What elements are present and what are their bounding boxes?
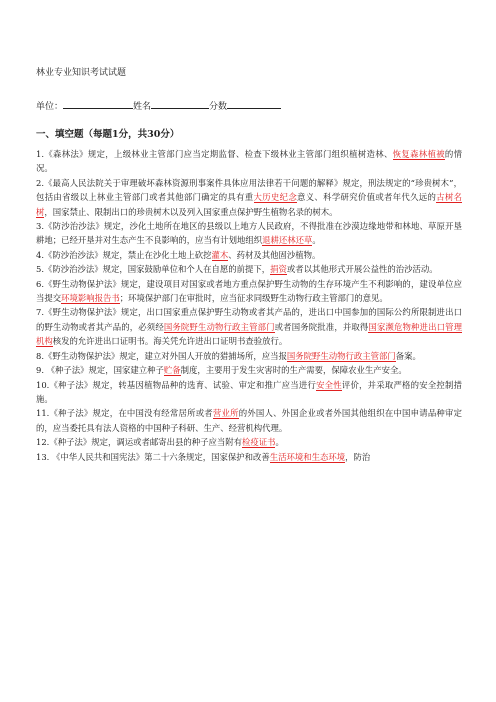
answer: 环境影响报告书: [61, 293, 120, 304]
answer: 生活环境和生态环境: [269, 451, 346, 462]
question-1: 1.《森林法》规定，上级林业主管部门应当定期监督、检查下级林业主管部门组织植树造林、恢复森林植被的情况。: [36, 149, 462, 174]
answer: 贮备: [163, 365, 181, 376]
score-label: 分数: [209, 102, 228, 112]
question-5: 5.《防沙治沙法》规定，国家鼓励单位和个人在自愿的前提下，捐资或者以其他形式开展公益性的治沙活动。: [36, 264, 438, 275]
question-12: 12.《种子法》规定，调运或者邮寄出县的种子应当附有检疫证书。: [36, 437, 284, 448]
question-11: 11.《种子法》规定，在中国没有经常居所或者营业所的外国人、外国企业或者外国其他组织在中国申请品种审定的，应当委托具有法人资格的中国种子科研、生产、经营机构代理。: [36, 408, 462, 433]
score-blank: [227, 99, 281, 109]
question-13: 13. 《中华人民共和国宪法》第二十六条规定，国家保护和改善生活环境和生态环境，防治: [36, 451, 371, 462]
exam-info-line: [36, 99, 281, 113]
unit-label: 单位：: [36, 102, 64, 112]
question-3: 3.《防沙治沙法》规定，沙化土地所在地区的县级以上地方人民政府，不得批准在沙漠边缘地带和林地、草原开垦耕地；已经开垦并对生态产生不良影响的，应当有计划地组织退耕还林还草。: [36, 221, 462, 246]
question-7: 7.《野生动物保护法》规定，出口国家重点保护野生动物或者其产品的，进出口中国参加的国际公约所限制进出口的野生动物或者其产品的，必须经国务院野生动物行政主管部门或者国务院批准，并取得国家濒危物种进出口管理机构核发的允许进出口证明书。海关凭允许进出口证明书查验放行。: [36, 307, 463, 347]
answer: 恢复森林植被: [392, 149, 445, 159]
name-label: 姓名: [133, 102, 152, 112]
question-2: 2.《最高人民法院关于审理破坏森林资源刑事案件具体应用法律若干问题的解释》规定，刑法规定的“珍贵树木”，包括由省级以上林业主管部门或者其他部门确定的具有重大历史纪念意义、科学研究价值或者年代久远的古树名树，国家禁止、限制出口的珍贵树木以及列入国家重点保护野生植物名录的树木。: [36, 177, 463, 217]
answer: 国务院野生动物行政主管部门: [286, 350, 396, 361]
answer: 国务院野生动物行政主管部门: [163, 321, 275, 332]
question-list: [36, 147, 462, 464]
question-8: 8.《野生动物保护法》规定，建立对外国人开放的猎捕场所，应当报国务院野生动物行政主管部门备案。: [36, 350, 421, 361]
question-9: 9. 《种子法》规定，国家建立种子贮备制度，主要用于发生灾害时的生产需要，保障农业生产安全。: [36, 365, 407, 376]
answer: 检疫证书: [241, 437, 276, 448]
question-10: 10.《种子法》规定，转基因植物品种的选育、试验、审定和推广应当进行安全性评价，并采取严格的安全控制措施。: [36, 379, 462, 404]
document-title: 林业专业知识考试试题: [36, 68, 127, 78]
answer: 大历史纪念: [253, 192, 298, 203]
answer: 退耕还林还草: [262, 235, 313, 246]
question-6: 6.《野生动物保护法》规定，建设项目对国家或者地方重点保护野生动物的生存环境产生不利影响的，建设单位应当提交环境影响报告书；环境保护部门在审批时，应当征求同级野生动物行政主管部门的意见。: [36, 278, 462, 304]
unit-blank: [63, 99, 133, 109]
answer: 灌木: [211, 249, 229, 260]
answer: 安全性: [316, 379, 342, 390]
answer: 国家濒危物种进出口管理机构: [36, 321, 463, 347]
answer: 捐资: [270, 264, 287, 275]
name-blank: [151, 99, 209, 109]
section-heading: 一、填空题（每题1分，共30分）: [36, 129, 180, 140]
answer: 营业所: [212, 408, 239, 419]
answer: 古树名树: [36, 192, 463, 217]
question-4: 4.《防沙治沙法》规定，禁止在沙化土地上砍挖灌木、药材及其他固沙植物。: [36, 249, 321, 260]
